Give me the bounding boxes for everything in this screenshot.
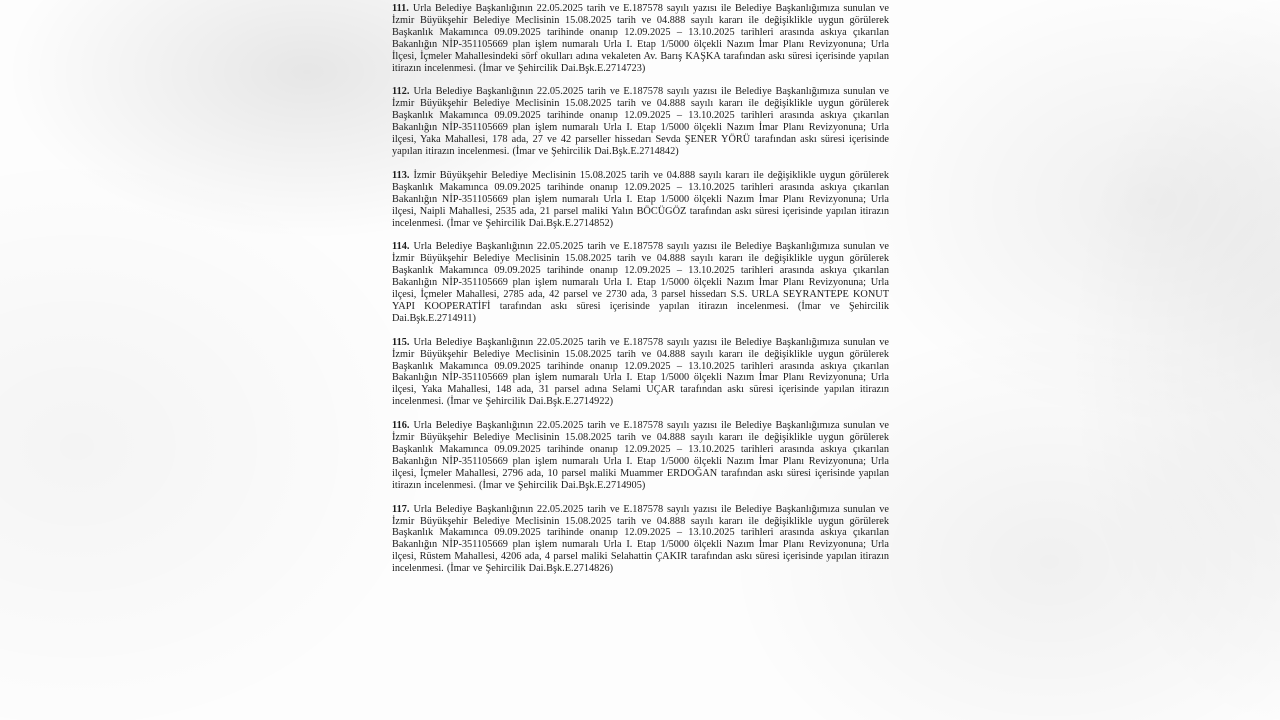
item-text: Urla Belediye Başkanlığının 22.05.2025 tarih ve E.187578 sayılı yazısı ile Belediye Başkanlığımıza sunulan ve İzmir Büyükşehir Belediye Meclisinin 15.08.2025 tarih ve 04.888 sayılı kararı ile değişiklikle uygun görülerek Başkanlık Makamınca 09.09.2025 tarihinde onanıp 12.09.2025 – 13.10.2025 tarihleri arasında askıya çıkarılan Bakanlığın NİP-351105669 plan işlem numaralı Urla I. Etap 1/5000 ölçekli Nazım İmar Planı Revizyonuna; Urla ilçesi, İçmeler Mahallesi, 2785 ada, 42 parsel ve 2730 ada, 3 parsel hissedarı S.S. URLA SEYRANTEPE KONUT YAPI KOOPERATİFİ tarafından askı süresi içerisinde yapılan itirazın incelenmesi. (İmar ve Şehircilik Dai.Bşk.E.2714911) [392, 241, 889, 324]
agenda-item-115 [392, 337, 889, 408]
item-number: 114. [392, 241, 410, 253]
item-number: 117. [392, 503, 410, 515]
item-number: 111. [392, 3, 409, 14]
item-text: İzmir Büyükşehir Belediye Meclisinin 15.08.2025 tarih ve 04.888 sayılı kararı ile değişiklikle uygun görülerek Başkanlık Makamınca 09.09.2025 tarihinde onanıp 12.09.2025 – 13.10.2025 tarihleri arasında askıya çıkarılan Bakanlığın NİP-351105669 plan işlem numaralı Urla I. Etap 1/5000 ölçekli Nazım İmar Planı Revizyonuna; Urla ilçesi, Naipli Mahallesi, 2535 ada, 21 parsel maliki Yalın BÖCÜGÖZ tarafından askı süresi içerisinde yapılan itirazın incelenmesi. (İmar ve Şehircilik Dai.Bşk.E.2714852) [392, 169, 889, 229]
item-number: 112. [392, 86, 410, 98]
item-text: Urla Belediye Başkanlığının 22.05.2025 tarih ve E.187578 sayılı yazısı ile Belediye Başkanlığımıza sunulan ve İzmir Büyükşehir Belediye Meclisinin 15.08.2025 tarih ve 04.888 sayılı kararı ile değişiklikle uygun görülerek Başkanlık Makamınca 09.09.2025 tarihinde onanıp 12.09.2025 – 13.10.2025 tarihleri arasında askıya çıkarılan Bakanlığın NİP-351105669 plan işlem numaralı Urla I. Etap 1/5000 ölçekli Nazım İmar Planı Revizyonuna; Urla ilçesi, Rüstem Mahallesi, 4206 ada, 4 parsel maliki Selahattin ÇAKIR tarafından askı süresi içerisinde yapılan itirazın incelenmesi. (İmar ve Şehircilik Dai.Bşk.E.2714826) [392, 503, 889, 575]
item-text: Urla Belediye Başkanlığının 22.05.2025 tarih ve E.187578 sayılı yazısı ile Belediye Başkanlığımıza sunulan ve İzmir Büyükşehir Belediye Meclisinin 15.08.2025 tarih ve 04.888 sayılı kararı ile değişiklikle uygun görülerek Başkanlık Makamınca 09.09.2025 tarihinde onanıp 12.09.2025 – 13.10.2025 tarihleri arasında askıya çıkarılan Bakanlığın NİP-351105669 plan işlem numaralı Urla I. Etap 1/5000 ölçekli Nazım İmar Planı Revizyonuna; Urla İlçesi, İçmeler Mahallesindeki sörf okulları adına vekaleten Av. Barış KAŞKA tarafından askı süresi içerisinde yapılan itirazın incelenmesi. (İmar ve Şehircilik Dai.Bşk.E.2714723) [392, 3, 889, 74]
agenda-item-112 [392, 86, 889, 157]
item-number: 116. [392, 420, 410, 432]
item-number: 115. [392, 336, 410, 348]
item-text: Urla Belediye Başkanlığının 22.05.2025 tarih ve E.187578 sayılı yazısı ile Belediye Başkanlığımıza sunulan ve İzmir Büyükşehir Belediye Meclisinin 15.08.2025 tarih ve 04.888 sayılı kararı ile değişiklikle uygun görülerek Başkanlık Makamınca 09.09.2025 tarihinde onanıp 12.09.2025 – 13.10.2025 tarihleri arasında askıya çıkarılan Bakanlığın NİP-351105669 plan işlem numaralı Urla I. Etap 1/5000 ölçekli Nazım İmar Planı Revizyonuna; Urla ilçesi, Yaka Mahallesi, 148 ada, 31 parsel adına Selami UÇAR tarafından askı süresi içerisinde yapılan itirazın incelenmesi. (İmar ve Şehircilik Dai.Bşk.E.2714922) [392, 336, 889, 408]
item-text: Urla Belediye Başkanlığının 22.05.2025 tarih ve E.187578 sayılı yazısı ile Belediye Başkanlığımıza sunulan ve İzmir Büyükşehir Belediye Meclisinin 15.08.2025 tarih ve 04.888 sayılı kararı ile değişiklikle uygun görülerek Başkanlık Makamınca 09.09.2025 tarihinde onanıp 12.09.2025 – 13.10.2025 tarihleri arasında askıya çıkarılan Bakanlığın NİP-351105669 plan işlem numaralı Urla I. Etap 1/5000 ölçekli Nazım İmar Planı Revizyonuna; Urla ilçesi, Yaka Mahallesi, 178 ada, 27 ve 42 parseller hissedarı Sevda ŞENER YÖRÜ tarafından askı süresi içerisinde yapılan itirazın incelenmesi. (İmar ve Şehircilik Dai.Bşk.E.2714842) [392, 86, 889, 157]
agenda-item-111 [392, 3, 889, 74]
item-number: 113. [392, 169, 410, 181]
agenda-item-116 [392, 420, 889, 491]
agenda-item-113 [392, 170, 889, 230]
agenda-items-column [392, 3, 889, 587]
agenda-item-117 [392, 504, 889, 575]
agenda-item-114 [392, 241, 889, 324]
item-text: Urla Belediye Başkanlığının 22.05.2025 tarih ve E.187578 sayılı yazısı ile Belediye Başkanlığımıza sunulan ve İzmir Büyükşehir Belediye Meclisinin 15.08.2025 tarih ve 04.888 sayılı kararı ile değişiklikle uygun görülerek Başkanlık Makamınca 09.09.2025 tarihinde onanıp 12.09.2025 – 13.10.2025 tarihleri arasında askıya çıkarılan Bakanlığın NİP-351105669 plan işlem numaralı Urla I. Etap 1/5000 ölçekli Nazım İmar Planı Revizyonuna; Urla ilçesi, İçmeler Mahallesi, 2796 ada, 10 parsel maliki Muammer ERDOĞAN tarafından askı süresi içerisinde yapılan itirazın incelenmesi. (İmar ve Şehircilik Dai.Bşk.E.2714905) [392, 420, 889, 491]
